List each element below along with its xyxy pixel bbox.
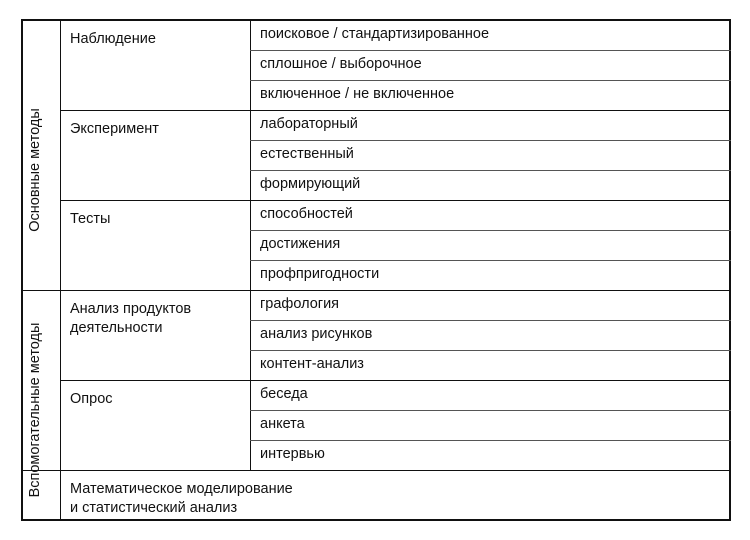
group-divider (21, 470, 731, 471)
method-name-line: и статистический анализ (70, 500, 238, 516)
method-name-line: деятельности (70, 320, 163, 336)
method-name-line: Математическое моделирование (70, 481, 293, 497)
type-cell: поисковое / стандартизированное (260, 26, 490, 42)
row-divider (250, 260, 731, 261)
group-label-main: Основные методы (27, 108, 43, 232)
method-name-observation: Наблюдение (70, 31, 156, 47)
type-cell: естественный (260, 146, 354, 162)
frame-bottom (21, 519, 731, 521)
method-divider (60, 110, 731, 111)
method-name-survey: Опрос (70, 391, 113, 407)
row-divider (250, 350, 731, 351)
row-divider (250, 410, 731, 411)
frame-right (729, 19, 731, 521)
row-divider (250, 50, 731, 51)
row-divider (250, 140, 731, 141)
method-name-experiment: Эксперимент (70, 121, 159, 137)
method-name-math-modeling (70, 480, 293, 518)
row-divider (250, 230, 731, 231)
group-column-divider (60, 19, 61, 521)
method-name-product-analysis (70, 300, 191, 338)
row-divider (250, 320, 731, 321)
type-cell: сплошное / выборочное (260, 56, 422, 72)
row-divider (250, 80, 731, 81)
type-cell: анализ рисунков (260, 326, 373, 342)
type-cell: формирующий (260, 176, 361, 192)
type-cell: включенное / не включенное (260, 86, 455, 102)
type-cell: беседа (260, 386, 308, 402)
method-column-divider (250, 19, 251, 471)
group-divider (21, 290, 731, 291)
row-divider (250, 440, 731, 441)
type-cell: контент-анализ (260, 356, 364, 372)
type-cell: анкета (260, 416, 305, 432)
row-divider (250, 170, 731, 171)
frame-top (21, 19, 731, 21)
type-cell: лабораторный (260, 116, 358, 132)
type-cell: способностей (260, 206, 353, 222)
group-label-auxiliary: Вспомогательные методы (27, 322, 43, 498)
method-divider (60, 200, 731, 201)
type-cell: профпригодности (260, 266, 380, 282)
method-divider (60, 380, 731, 381)
type-cell: интервью (260, 446, 325, 462)
type-cell: графология (260, 296, 340, 312)
type-cell: достижения (260, 236, 341, 252)
method-name-line: Анализ продуктов (70, 301, 192, 317)
frame-left (21, 19, 23, 521)
method-name-tests: Тесты (70, 211, 111, 227)
